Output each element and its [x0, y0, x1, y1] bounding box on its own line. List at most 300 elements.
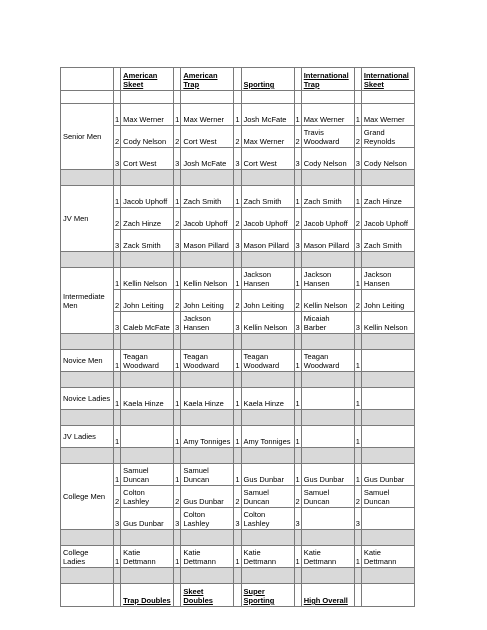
- empty-cell: [181, 568, 234, 584]
- empty-cell: [61, 410, 114, 426]
- empty-cell: [174, 334, 181, 350]
- empty-cell: [181, 410, 234, 426]
- empty-cell: [241, 170, 294, 186]
- empty-cell: [174, 448, 181, 464]
- place-number: 2: [294, 208, 301, 230]
- shooter-name: Kellin Nelson: [301, 290, 354, 312]
- place-number: 2: [114, 290, 121, 312]
- place-number: 2: [174, 208, 181, 230]
- shooter-name: Zach Smith: [301, 186, 354, 208]
- empty-cell: [294, 334, 301, 350]
- place-number: 3: [354, 508, 361, 530]
- empty-cell: [354, 410, 361, 426]
- place-number: 2: [234, 208, 241, 230]
- shooter-name: Cody Nelson: [361, 148, 414, 170]
- place-number: 3: [294, 508, 301, 530]
- shooter-name: Zach Smith: [181, 186, 234, 208]
- empty-cell: [354, 568, 361, 584]
- empty-cell: [241, 530, 294, 546]
- footer-row: [61, 584, 415, 607]
- shooter-name: John Leiting: [181, 290, 234, 312]
- empty-cell: [354, 91, 361, 104]
- empty-cell: [361, 91, 414, 104]
- shooter-name: Amy Tonniges: [181, 426, 234, 448]
- division-label: Senior Men: [61, 104, 114, 170]
- place-number: 2: [294, 486, 301, 508]
- shooter-name: [301, 508, 354, 530]
- shooter-name: John Leiting: [121, 290, 174, 312]
- header-row: [61, 68, 415, 91]
- place-number: 1: [114, 426, 121, 448]
- results-table: [60, 67, 415, 607]
- place-number: 1: [114, 104, 121, 126]
- empty-cell: [114, 530, 121, 546]
- placement-row: [61, 148, 415, 170]
- empty-cell: [61, 372, 114, 388]
- placement-row: [61, 208, 415, 230]
- section-divider: [61, 448, 415, 464]
- place-number: 1: [114, 546, 121, 568]
- place-number: 2: [234, 126, 241, 148]
- shooter-name: Josh McFate: [241, 104, 294, 126]
- empty-cell: [361, 334, 414, 350]
- place-number: 1: [354, 268, 361, 290]
- place-number: 1: [174, 388, 181, 410]
- place-number: 3: [294, 312, 301, 334]
- division-label: Intermediate Men: [61, 268, 114, 334]
- shooter-name: Katie Dettmann: [181, 546, 234, 568]
- shooter-name: [361, 350, 414, 372]
- empty-cell: [241, 334, 294, 350]
- place-number: 1: [174, 268, 181, 290]
- empty-cell: [354, 68, 361, 91]
- shooter-name: Max Werner: [241, 126, 294, 148]
- placement-row: [61, 312, 415, 334]
- place-number: 2: [234, 486, 241, 508]
- empty-cell: [121, 170, 174, 186]
- place-number: 1: [294, 186, 301, 208]
- division-label: College Men: [61, 464, 114, 530]
- empty-cell: [121, 410, 174, 426]
- placement-row: [61, 290, 415, 312]
- empty-cell: [294, 68, 301, 91]
- empty-cell: [361, 372, 414, 388]
- place-number: 1: [354, 464, 361, 486]
- shooter-name: Jackson Hansen: [361, 268, 414, 290]
- event-header: International Skeet: [361, 68, 414, 91]
- place-number: 1: [114, 268, 121, 290]
- empty-cell: [301, 91, 354, 104]
- shooter-name: Katie Dettmann: [361, 546, 414, 568]
- place-number: 3: [174, 508, 181, 530]
- shooter-name: Teagan Woodward: [181, 350, 234, 372]
- place-number: 2: [174, 126, 181, 148]
- empty-cell: [354, 530, 361, 546]
- section-divider: [61, 170, 415, 186]
- empty-cell: [294, 568, 301, 584]
- shooter-name: Kaela Hinze: [121, 388, 174, 410]
- empty-cell: [354, 170, 361, 186]
- division-label: Novice Men: [61, 350, 114, 372]
- place-number: 1: [294, 464, 301, 486]
- empty-cell: [181, 170, 234, 186]
- event-header: High Overall: [301, 584, 354, 607]
- empty-cell: [61, 568, 114, 584]
- shooter-name: Kellin Nelson: [121, 268, 174, 290]
- shooter-name: Amy Tonniges: [241, 426, 294, 448]
- place-number: 1: [174, 464, 181, 486]
- empty-cell: [61, 252, 114, 268]
- place-number: 1: [234, 388, 241, 410]
- place-number: 1: [354, 426, 361, 448]
- empty-cell: [61, 334, 114, 350]
- shooter-name: Teagan Woodward: [121, 350, 174, 372]
- place-number: 3: [294, 230, 301, 252]
- place-number: 2: [294, 290, 301, 312]
- shooter-name: Grand Reynolds: [361, 126, 414, 148]
- empty-cell: [361, 410, 414, 426]
- placement-row: [61, 388, 415, 410]
- empty-cell: [241, 252, 294, 268]
- placement-row: [61, 546, 415, 568]
- section-divider: [61, 410, 415, 426]
- shooter-name: Samuel Duncan: [301, 486, 354, 508]
- shooter-name: Zach Smith: [241, 186, 294, 208]
- empty-cell: [114, 448, 121, 464]
- shooter-name: Max Werner: [301, 104, 354, 126]
- place-number: 1: [294, 546, 301, 568]
- shooter-name: Teagan Woodward: [301, 350, 354, 372]
- empty-cell: [241, 410, 294, 426]
- placement-row: [61, 230, 415, 252]
- shooter-name: Samuel Duncan: [121, 464, 174, 486]
- empty-cell: [234, 372, 241, 388]
- place-number: 1: [114, 350, 121, 372]
- place-number: 1: [234, 186, 241, 208]
- placement-row: [61, 508, 415, 530]
- empty-cell: [174, 372, 181, 388]
- shooter-name: Zach Smith: [361, 230, 414, 252]
- empty-cell: [234, 91, 241, 104]
- shooter-name: Kaela Hinze: [181, 388, 234, 410]
- empty-cell: [174, 91, 181, 104]
- shooter-name: Max Werner: [121, 104, 174, 126]
- placement-row: [61, 268, 415, 290]
- empty-cell: [301, 334, 354, 350]
- place-number: 1: [114, 464, 121, 486]
- placement-row: [61, 350, 415, 372]
- shooter-name: Max Werner: [361, 104, 414, 126]
- shooter-name: Colton Lashley: [241, 508, 294, 530]
- empty-cell: [114, 68, 121, 91]
- placement-row: [61, 426, 415, 448]
- empty-cell: [114, 410, 121, 426]
- empty-cell: [114, 170, 121, 186]
- empty-cell: [61, 530, 114, 546]
- event-header: Skeet Doubles: [181, 584, 234, 607]
- event-header: International Trap: [301, 68, 354, 91]
- place-number: 2: [354, 486, 361, 508]
- empty-cell: [121, 334, 174, 350]
- shooter-name: Teagan Woodward: [241, 350, 294, 372]
- place-number: 1: [174, 426, 181, 448]
- place-number: 1: [234, 464, 241, 486]
- event-header: Sporting: [241, 68, 294, 91]
- empty-cell: [114, 372, 121, 388]
- shooter-name: [361, 388, 414, 410]
- shooter-name: Jacob Uphoff: [181, 208, 234, 230]
- place-number: 1: [234, 268, 241, 290]
- shooter-name: John Leiting: [361, 290, 414, 312]
- section-divider: [61, 372, 415, 388]
- shooter-name: Gus Dunbar: [181, 486, 234, 508]
- division-label: Novice Ladies: [61, 388, 114, 410]
- place-number: 1: [354, 546, 361, 568]
- empty-cell: [234, 584, 241, 607]
- shooter-name: Jacob Uphoff: [361, 208, 414, 230]
- empty-cell: [114, 568, 121, 584]
- place-number: 3: [354, 312, 361, 334]
- empty-cell: [174, 68, 181, 91]
- place-number: 3: [114, 230, 121, 252]
- empty-cell: [301, 530, 354, 546]
- place-number: 2: [174, 290, 181, 312]
- place-number: 3: [294, 148, 301, 170]
- empty-cell: [114, 334, 121, 350]
- empty-cell: [181, 448, 234, 464]
- shooter-name: Cort West: [121, 148, 174, 170]
- place-number: 1: [234, 104, 241, 126]
- placement-row: [61, 464, 415, 486]
- place-number: 1: [354, 186, 361, 208]
- corner-cell: [61, 584, 114, 607]
- empty-cell: [121, 252, 174, 268]
- empty-cell: [174, 568, 181, 584]
- shooter-name: Jackson Hansen: [301, 268, 354, 290]
- shooter-name: Cort West: [241, 148, 294, 170]
- shooter-name: Zach Hinze: [121, 208, 174, 230]
- shooter-name: Katie Dettmann: [301, 546, 354, 568]
- empty-cell: [241, 372, 294, 388]
- shooter-name: Cort West: [181, 126, 234, 148]
- empty-cell: [174, 170, 181, 186]
- empty-cell: [121, 530, 174, 546]
- empty-cell: [121, 568, 174, 584]
- empty-cell: [294, 252, 301, 268]
- place-number: 1: [294, 426, 301, 448]
- place-number: 1: [174, 104, 181, 126]
- shooter-name: Travis Woodward: [301, 126, 354, 148]
- empty-cell: [174, 530, 181, 546]
- shooter-name: [301, 388, 354, 410]
- empty-cell: [234, 410, 241, 426]
- shooter-name: Josh McFate: [181, 148, 234, 170]
- place-number: 3: [114, 148, 121, 170]
- empty-cell: [294, 372, 301, 388]
- place-number: 3: [354, 148, 361, 170]
- shooter-name: Samuel Duncan: [241, 486, 294, 508]
- division-label: College Ladies: [61, 546, 114, 568]
- place-number: 2: [354, 208, 361, 230]
- empty-cell: [241, 91, 294, 104]
- empty-cell: [354, 448, 361, 464]
- place-number: 3: [234, 312, 241, 334]
- place-number: 1: [114, 186, 121, 208]
- empty-cell: [354, 372, 361, 388]
- empty-cell: [181, 91, 234, 104]
- event-header: American Trap: [181, 68, 234, 91]
- empty-cell: [241, 568, 294, 584]
- empty-cell: [294, 530, 301, 546]
- shooter-name: [361, 508, 414, 530]
- empty-cell: [354, 252, 361, 268]
- shooter-name: Cody Nelson: [301, 148, 354, 170]
- placement-row: [61, 104, 415, 126]
- empty-cell: [234, 170, 241, 186]
- empty-cell: [174, 584, 181, 607]
- place-number: 2: [234, 290, 241, 312]
- empty-cell: [354, 334, 361, 350]
- shooter-name: Zach Hinze: [361, 186, 414, 208]
- shooter-name: Mason Pillard: [241, 230, 294, 252]
- shooter-name: [121, 426, 174, 448]
- event-header: Trap Doubles: [121, 584, 174, 607]
- shooter-name: Kellin Nelson: [241, 312, 294, 334]
- empty-cell: [361, 530, 414, 546]
- place-number: 2: [114, 126, 121, 148]
- shooter-name: [361, 426, 414, 448]
- shooter-name: Gus Dunbar: [301, 464, 354, 486]
- section-divider: [61, 334, 415, 350]
- section-divider: [61, 530, 415, 546]
- empty-cell: [114, 252, 121, 268]
- empty-cell: [121, 91, 174, 104]
- empty-cell: [61, 448, 114, 464]
- empty-cell: [234, 68, 241, 91]
- shooter-name: Jacob Uphoff: [241, 208, 294, 230]
- shooter-name: Jacob Uphoff: [121, 186, 174, 208]
- empty-cell: [361, 170, 414, 186]
- shooter-name: Micaiah Barber: [301, 312, 354, 334]
- empty-cell: [354, 584, 361, 607]
- place-number: 2: [354, 126, 361, 148]
- place-number: 3: [234, 148, 241, 170]
- place-number: 1: [234, 426, 241, 448]
- placement-row: [61, 486, 415, 508]
- empty-cell: [234, 252, 241, 268]
- shooter-name: Gus Dunbar: [361, 464, 414, 486]
- empty-cell: [181, 372, 234, 388]
- empty-cell: [294, 91, 301, 104]
- shooter-name: Samuel Duncan: [181, 464, 234, 486]
- shooter-name: Kellin Nelson: [361, 312, 414, 334]
- place-number: 1: [294, 350, 301, 372]
- shooter-name: Cody Nelson: [121, 126, 174, 148]
- division-label: JV Men: [61, 186, 114, 252]
- place-number: 1: [354, 350, 361, 372]
- shooter-name: [301, 426, 354, 448]
- empty-cell: [361, 568, 414, 584]
- empty-cell: [61, 170, 114, 186]
- place-number: 1: [354, 104, 361, 126]
- place-number: 3: [234, 508, 241, 530]
- place-number: 1: [174, 546, 181, 568]
- place-number: 2: [174, 486, 181, 508]
- placement-row: [61, 126, 415, 148]
- place-number: 2: [354, 290, 361, 312]
- place-number: 1: [174, 186, 181, 208]
- empty-cell: [294, 170, 301, 186]
- place-number: 3: [174, 312, 181, 334]
- empty-cell: [174, 252, 181, 268]
- section-divider: [61, 252, 415, 268]
- place-number: 2: [114, 486, 121, 508]
- empty-cell: [234, 568, 241, 584]
- empty-cell: [61, 91, 114, 104]
- place-number: 2: [114, 208, 121, 230]
- place-number: 1: [234, 546, 241, 568]
- shooter-name: Gus Dunbar: [121, 508, 174, 530]
- place-number: 3: [354, 230, 361, 252]
- shooter-name: Samuel Duncan: [361, 486, 414, 508]
- shooter-name: Jackson Hansen: [181, 312, 234, 334]
- place-number: 1: [294, 268, 301, 290]
- empty-cell: [301, 448, 354, 464]
- section-divider: [61, 568, 415, 584]
- shooter-name: Colton Lashley: [181, 508, 234, 530]
- placement-row: [61, 186, 415, 208]
- empty-cell: [361, 584, 414, 607]
- shooter-name: Kaela Hinze: [241, 388, 294, 410]
- shooter-name: Katie Dettmann: [241, 546, 294, 568]
- place-number: 1: [294, 104, 301, 126]
- place-number: 1: [114, 388, 121, 410]
- shooter-name: Zack Smith: [121, 230, 174, 252]
- empty-cell: [234, 334, 241, 350]
- shooter-name: Colton Lashley: [121, 486, 174, 508]
- shooter-name: Max Werner: [181, 104, 234, 126]
- empty-cell: [114, 584, 121, 607]
- empty-cell: [121, 372, 174, 388]
- shooter-name: Kellin Nelson: [181, 268, 234, 290]
- event-header: Super Sporting: [241, 584, 294, 607]
- empty-cell: [294, 448, 301, 464]
- place-number: 1: [294, 388, 301, 410]
- place-number: 3: [234, 230, 241, 252]
- empty-cell: [181, 334, 234, 350]
- shooter-name: Jackson Hansen: [241, 268, 294, 290]
- empty-cell: [294, 584, 301, 607]
- shooter-name: Katie Dettmann: [121, 546, 174, 568]
- empty-cell: [301, 170, 354, 186]
- corner-cell: [61, 68, 114, 91]
- empty-cell: [181, 252, 234, 268]
- place-number: 3: [114, 312, 121, 334]
- empty-cell: [114, 91, 121, 104]
- shooter-name: Gus Dunbar: [241, 464, 294, 486]
- place-number: 1: [354, 388, 361, 410]
- shooter-name: John Leiting: [241, 290, 294, 312]
- empty-cell: [121, 448, 174, 464]
- shooter-name: Caleb McFate: [121, 312, 174, 334]
- empty-cell: [301, 410, 354, 426]
- empty-cell: [181, 530, 234, 546]
- empty-cell: [361, 448, 414, 464]
- place-number: 1: [234, 350, 241, 372]
- empty-cell: [301, 252, 354, 268]
- empty-cell: [294, 410, 301, 426]
- empty-cell: [301, 372, 354, 388]
